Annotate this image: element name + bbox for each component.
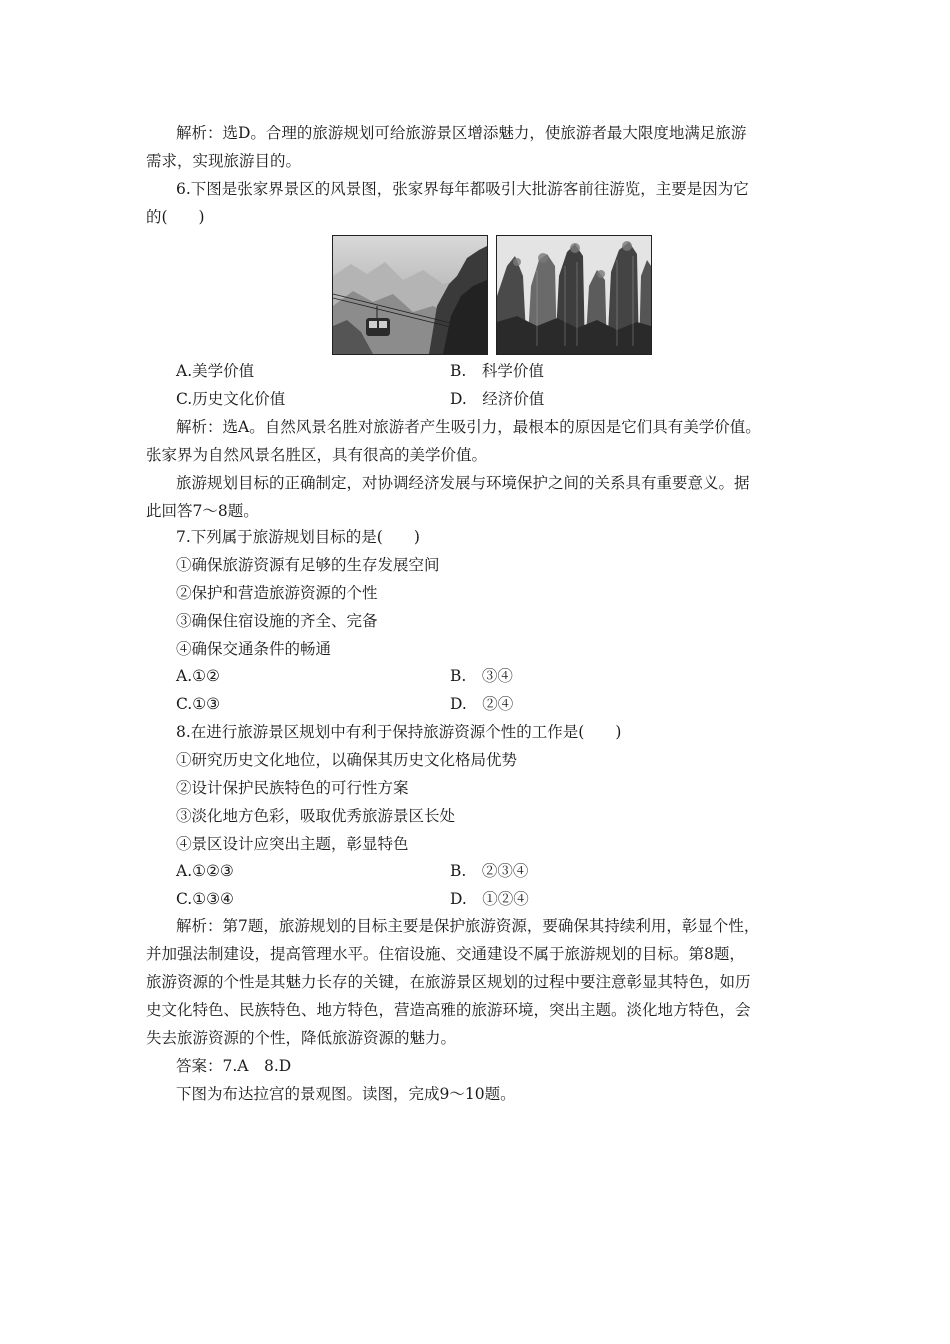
q6-stem-line: 的( ) <box>146 208 205 226</box>
q7-item: ②保护和营造旅游资源的个性 <box>176 584 378 602</box>
intro-7-8-line: 旅游规划目标的正确制定，对协调经济发展与环境保护之间的关系具有重要意义。据 <box>176 474 750 492</box>
q8-stem: 8.在进行旅游景区规划中有利于保持旅游资源个性的工作是( ) <box>176 723 622 741</box>
q7-stem: 7.下列属于旅游规划目标的是( ) <box>176 528 420 546</box>
q8-item: ①研究历史文化地位，以确保其历史文化格局优势 <box>176 751 518 769</box>
cable-car-image <box>333 236 487 354</box>
q8-option-b: B. ②③④ <box>450 862 529 880</box>
q7-item: ④确保交通条件的畅通 <box>176 640 332 658</box>
analysis-7-8-line: 并加强法制建设，提高管理水平。住宿设施、交通建设不属于旅游规划的目标。第8题， <box>146 945 745 963</box>
q6-option-a: A.美学价值 <box>176 362 255 380</box>
cable-car-photo <box>332 235 488 355</box>
q6-analysis-line: 解析：选A。自然风景名胜对旅游者产生吸引力，最根本的原因是它们具有美学价值。 <box>176 418 761 436</box>
answer-7-8: 答案：7.A 8.D <box>176 1057 292 1075</box>
q7-option-b: B. ③④ <box>450 667 513 685</box>
q7-option-c: C.①③ <box>176 695 221 713</box>
intro-9-10: 下图为布达拉宫的景观图。读图，完成9～10题。 <box>176 1085 516 1103</box>
q6-option-b: B. 科学价值 <box>450 362 544 380</box>
q8-option-c: C.①③④ <box>176 890 234 908</box>
analysis-7-8-line: 解析：第7题，旅游规划的目标主要是保护旅游资源，要确保其持续利用，彰显个性， <box>176 917 760 935</box>
q7-option-a: A.①② <box>176 667 220 685</box>
q6-option-d: D. 经济价值 <box>450 390 545 408</box>
q8-item: ②设计保护民族特色的可行性方案 <box>176 779 409 797</box>
q6-option-c: C.历史文化价值 <box>176 390 286 408</box>
q6-analysis-line: 张家界为自然风景名胜区，具有很高的美学价值。 <box>146 446 488 464</box>
analysis-7-8-line: 失去旅游资源的个性，降低旅游资源的魅力。 <box>146 1029 457 1047</box>
analysis-7-8-line: 史文化特色、民族特色、地方特色，营造高雅的旅游环境，突出主题。淡化地方特色，会 <box>146 1001 751 1019</box>
q7-item: ③确保住宿设施的齐全、完备 <box>176 612 378 630</box>
q8-option-d: D. ①②④ <box>450 890 529 908</box>
q7-option-d: D. ②④ <box>450 695 514 713</box>
intro-7-8-line: 此回答7～8题。 <box>146 502 259 520</box>
q8-item: ④景区设计应突出主题，彰显特色 <box>176 835 409 853</box>
q5-analysis-line: 解析：选D。合理的旅游规划可给旅游景区增添魅力，使旅游者最大限度地满足旅游 <box>176 124 747 142</box>
q8-item: ③淡化地方色彩，吸取优秀旅游景区长处 <box>176 807 456 825</box>
q5-analysis-line: 需求，实现旅游目的。 <box>146 152 302 170</box>
q8-option-a: A.①②③ <box>176 862 234 880</box>
q6-stem-line: 6.下图是张家界景区的风景图，张家界每年都吸引大批游客前往游览，主要是因为它 <box>176 180 749 198</box>
q7-item: ①确保旅游资源有足够的生存发展空间 <box>176 556 440 574</box>
stone-pillars-image <box>497 236 651 354</box>
sandstone-pillars-photo <box>496 235 652 355</box>
analysis-7-8-line: 旅游资源的个性是其魅力长存的关键，在旅游景区规划的过程中要注意彰显其特色，如历 <box>146 973 751 991</box>
